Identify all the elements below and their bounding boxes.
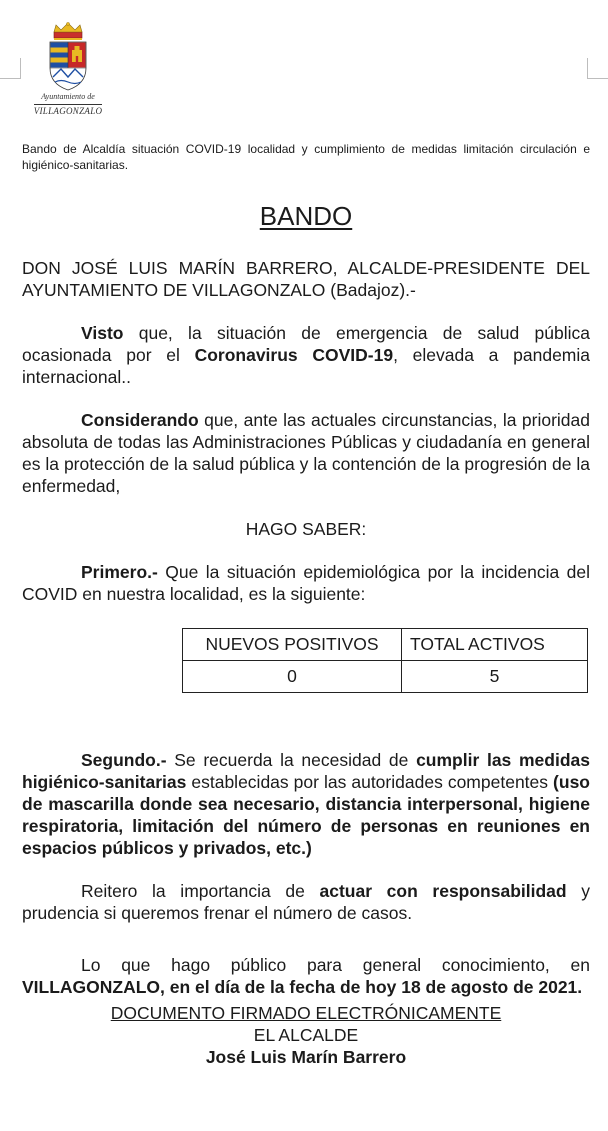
shield-icon	[50, 42, 86, 90]
signature-role: EL ALCALDE	[253, 1025, 359, 1045]
logo-town-name: VILLAGONZALO	[33, 106, 103, 116]
paragraph-segundo	[22, 749, 590, 859]
paragraph-considerando	[22, 409, 590, 497]
hago-saber-heading: HAGO SABER:	[245, 519, 367, 539]
visto-lead: Visto	[81, 323, 124, 343]
visto-text-1: que, la situación de emergencia de salud pública ocasionada por el	[22, 323, 590, 365]
table-header-total-active: TOTAL ACTIVOS	[402, 629, 588, 661]
document-subject: Bando de Alcaldía situación COVID-19 localidad y cumplimiento de medidas limitación circulación e higiénico-sanitarias.	[22, 142, 590, 172]
segundo-text-2: establecidas por las autoridades competentes	[186, 772, 554, 792]
paragraph-visto	[22, 322, 590, 388]
segundo-bold-1: cumplir las medidas higiénico-sanitarias	[22, 750, 590, 792]
segundo-lead: Segundo.-	[81, 750, 167, 770]
primero-lead: Primero.-	[81, 562, 158, 582]
signature-block	[22, 1002, 590, 1068]
signature-electronic-note: DOCUMENTO FIRMADO ELECTRÓNICAMENTE	[110, 1003, 502, 1023]
reitero-bold: actuar con responsabilidad	[319, 881, 567, 901]
reitero-text-2: y prudencia si queremos frenar el número de casos.	[22, 881, 590, 923]
crown-icon	[54, 22, 82, 40]
reitero-text-1: Reitero la importancia de	[81, 881, 320, 901]
mayor-heading: DON JOSÉ LUIS MARÍN BARRERO, ALCALDE-PRESIDENTE DEL AYUNTAMIENTO DE VILLAGONZALO (Badajoz).-	[22, 258, 590, 300]
document-body	[22, 141, 590, 1068]
table-header-row	[183, 629, 588, 661]
page-corner-mark-left	[0, 58, 21, 79]
table-header-new-positives: NUEVOS POSITIVOS	[183, 629, 402, 661]
page-corner-mark-right	[587, 58, 608, 79]
paragraph-primero	[22, 561, 590, 605]
covid-stats-table	[182, 628, 588, 693]
document-title: BANDO	[259, 201, 353, 231]
considerando-lead: Considerando	[81, 410, 199, 430]
visto-bold: Coronavirus COVID-19	[194, 345, 394, 365]
segundo-bold-2: (uso de mascarilla donde sea necesario, distancia interpersonal, higiene respiratoria, limitación del número de personas en reuniones en espacios públicos y privados, etc.)	[22, 772, 590, 858]
cierre-bold: VILLAGONZALO, en el día de la fecha de hoy 18 de agosto de 2021.	[22, 977, 583, 997]
paragraph-cierre	[22, 954, 590, 998]
cierre-text: Lo que hago público para general conocimiento, en	[81, 955, 590, 975]
logo-label: Ayuntamiento de	[41, 92, 95, 101]
signature-name: José Luis Marín Barrero	[205, 1047, 407, 1067]
coat-of-arms-icon	[45, 22, 91, 92]
paragraph-reitero	[22, 880, 590, 924]
segundo-text-1: Se recuerda la necesidad de	[166, 750, 417, 770]
municipal-logo	[22, 22, 114, 119]
visto-text-2: , elevada a pandemia internacional..	[22, 345, 590, 387]
primero-text: Que la situación epidemiológica por la incidencia del COVID en nuestra localidad, es la siguiente:	[22, 562, 590, 604]
table-cell-total-active: 5	[402, 661, 588, 693]
table-row	[183, 661, 588, 693]
considerando-text: que, ante las actuales circunstancias, la prioridad absoluta de todas las Administraciones Públicas y ciudadanía en general es la protección de la salud pública y la contención de la progresión de la enfermedad,	[22, 410, 590, 496]
table-cell-new-positives: 0	[183, 661, 402, 693]
